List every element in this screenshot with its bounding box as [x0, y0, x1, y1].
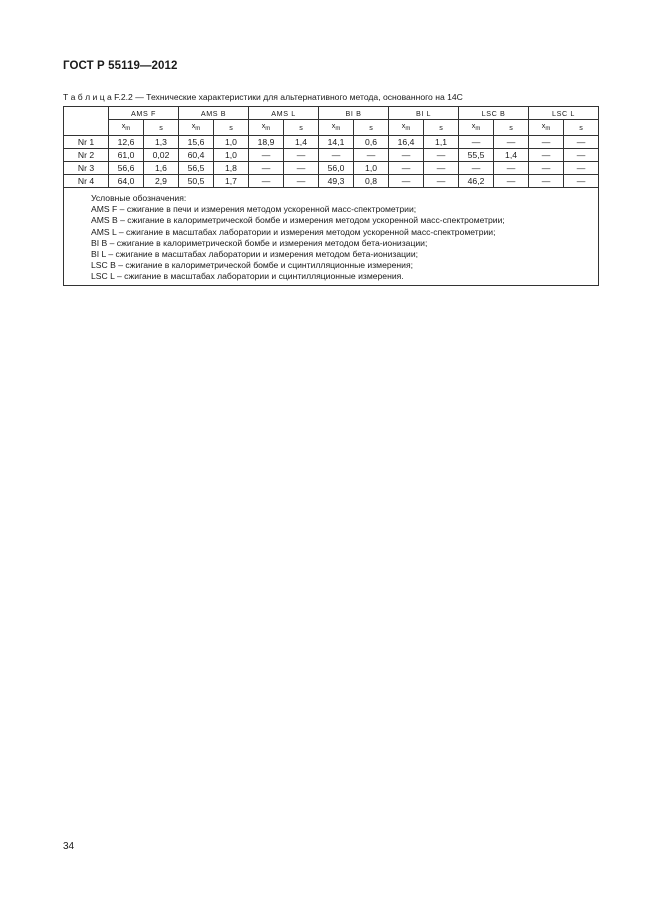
sd-value-cell: 1,6: [144, 162, 179, 175]
mean-value-cell: 56,5: [179, 162, 214, 175]
mean-value-cell: 49,3: [319, 175, 354, 188]
sd-value-cell: —: [284, 149, 319, 162]
sd-value-cell: 2,9: [144, 175, 179, 188]
sd-value-cell: —: [494, 175, 529, 188]
subcolumn-sd-header: s: [424, 120, 459, 136]
table-body: [64, 136, 599, 188]
mean-value-cell: —: [389, 162, 424, 175]
subcolumn-mean-header: $x_m$: [389, 120, 424, 136]
subcolumn-mean-header: $x_m$: [109, 120, 144, 136]
sd-value-cell: 1,7: [214, 175, 249, 188]
notes-cell: [64, 188, 599, 286]
subcolumn-sd-header: s: [494, 120, 529, 136]
sd-value-cell: —: [494, 136, 529, 149]
note-line: BI B – сжигание в калориметрической бомбе и измерения методом бета-ионизации;: [91, 237, 428, 248]
sd-value-cell: 1,1: [424, 136, 459, 149]
subcolumn-sd-header: s: [144, 120, 179, 136]
sd-value-cell: —: [284, 175, 319, 188]
mean-value-cell: —: [529, 136, 564, 149]
data-table: [63, 106, 599, 286]
mean-value-cell: 12,6: [109, 136, 144, 149]
sd-value-cell: —: [564, 149, 599, 162]
sd-value-cell: 1,3: [144, 136, 179, 149]
note-line: AMS B – сжигание в калориметрической бомбе и измерения методом ускоренной масс-спектрометрии;: [91, 215, 505, 226]
sd-value-cell: —: [564, 136, 599, 149]
mean-value-cell: 64,0: [109, 175, 144, 188]
subcolumn-mean-header: $x_m$: [529, 120, 564, 136]
sd-value-cell: —: [284, 162, 319, 175]
column-group-header: AMS L: [249, 107, 319, 120]
mean-value-cell: 16,4: [389, 136, 424, 149]
table-row: [64, 149, 599, 162]
subcolumn-mean-header: $x_m$: [179, 120, 214, 136]
note-line: BI L – сжигание в масштабах лаборатории и измерения методом бета-ионизации;: [91, 249, 419, 260]
table-header-subcolumns: [64, 120, 599, 136]
mean-value-cell: —: [389, 149, 424, 162]
mean-value-cell: 46,2: [459, 175, 494, 188]
subcolumn-sd-header: s: [214, 120, 249, 136]
sd-value-cell: 1,8: [214, 162, 249, 175]
sd-value-cell: 1,0: [214, 136, 249, 149]
sd-value-cell: —: [564, 162, 599, 175]
column-group-header: BI B: [319, 107, 389, 120]
mean-value-cell: 14,1: [319, 136, 354, 149]
mean-value-cell: 56,0: [319, 162, 354, 175]
sd-value-cell: 0,02: [144, 149, 179, 162]
mean-value-cell: —: [249, 162, 284, 175]
sd-value-cell: —: [424, 175, 459, 188]
mean-value-cell: —: [459, 162, 494, 175]
page-number: 34: [63, 841, 75, 852]
mean-value-cell: —: [249, 149, 284, 162]
mean-value-cell: —: [319, 149, 354, 162]
subcolumn-mean-header: $x_m$: [249, 120, 284, 136]
column-group-header: AMS B: [179, 107, 249, 120]
sd-value-cell: —: [354, 149, 389, 162]
mean-value-cell: 15,6: [179, 136, 214, 149]
mean-value-cell: —: [249, 175, 284, 188]
subcolumn-mean-header: $x_m$: [319, 120, 354, 136]
notes-heading: Условные обозначения:: [91, 193, 187, 203]
row-label-cell: Nr 1: [64, 136, 109, 149]
mean-value-cell: 56,6: [109, 162, 144, 175]
note-line: AMS L – сжигание в масштабах лаборатории и измерения методом ускоренной масс-спектрометрии;: [91, 226, 496, 237]
row-label-cell: Nr 2: [64, 149, 109, 162]
note-line: LSC L – сжигание в масштабах лаборатории и сцинтилляционные измерения.: [91, 271, 404, 282]
note-line: LSC B – сжигание в калориметрической бомбе и сцинтилляционные измерения;: [91, 260, 414, 271]
mean-value-cell: —: [529, 149, 564, 162]
sd-value-cell: —: [424, 149, 459, 162]
data-table-container: [63, 106, 598, 286]
mean-value-cell: —: [529, 175, 564, 188]
mean-value-cell: 18,9: [249, 136, 284, 149]
sd-value-cell: 1,4: [284, 136, 319, 149]
sd-value-cell: 1,4: [494, 149, 529, 162]
table-corner-cell: [64, 107, 109, 136]
subcolumn-sd-header: s: [564, 120, 599, 136]
sd-value-cell: —: [494, 162, 529, 175]
row-label-cell: Nr 3: [64, 162, 109, 175]
sd-value-cell: 0,6: [354, 136, 389, 149]
table-row: [64, 175, 599, 188]
sd-value-cell: 1,0: [354, 162, 389, 175]
table-row: [64, 162, 599, 175]
note-line: AMS F – сжигание в печи и измерения методом ускоренной масс-спектрометрии;: [91, 204, 417, 215]
subcolumn-mean-header: $x_m$: [459, 120, 494, 136]
mean-value-cell: 61,0: [109, 149, 144, 162]
row-label-cell: Nr 4: [64, 175, 109, 188]
mean-value-cell: 55,5: [459, 149, 494, 162]
column-group-header: LSC L: [529, 107, 599, 120]
column-group-header: LSC B: [459, 107, 529, 120]
mean-value-cell: 50,5: [179, 175, 214, 188]
subcolumn-sd-header: s: [354, 120, 389, 136]
sd-value-cell: —: [424, 162, 459, 175]
column-group-header: BI L: [389, 107, 459, 120]
table-caption: Т а б л и ц а F.2.2 — Технические характеристики для альтернативного метода, основанного на 14С: [63, 92, 463, 102]
sd-value-cell: —: [564, 175, 599, 188]
mean-value-cell: —: [459, 136, 494, 149]
mean-value-cell: —: [529, 162, 564, 175]
subcolumn-sd-header: s: [284, 120, 319, 136]
mean-value-cell: —: [389, 175, 424, 188]
notes-row: [64, 188, 599, 286]
table-row: [64, 136, 599, 149]
sd-value-cell: 0,8: [354, 175, 389, 188]
sd-value-cell: 1,0: [214, 149, 249, 162]
document-title: ГОСТ Р 55119—2012: [63, 60, 178, 72]
table-header-groups: [64, 107, 599, 120]
column-group-header: AMS F: [109, 107, 179, 120]
mean-value-cell: 60,4: [179, 149, 214, 162]
